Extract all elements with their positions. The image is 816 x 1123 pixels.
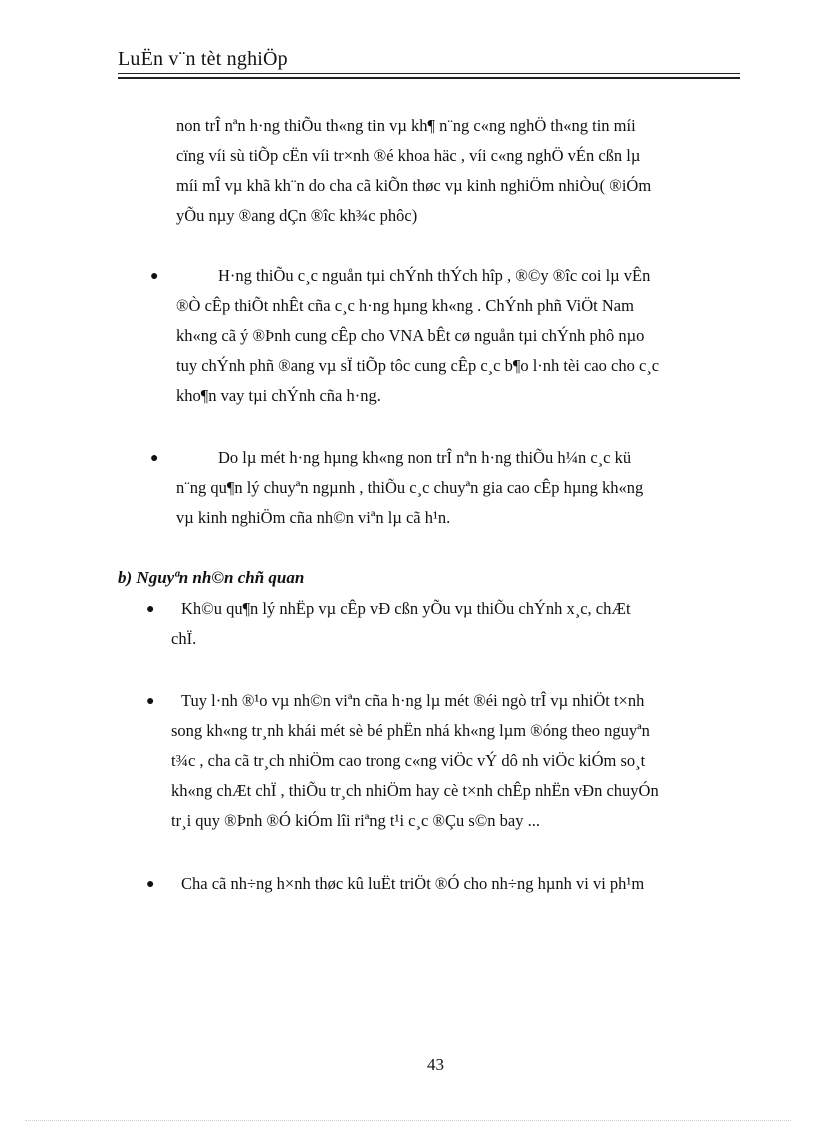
body-line: Do lµ mét h·ng hµng kh«ng non trÎ nªn h·ng thiÕu h¼n c¸c kü xyxy=(218,448,632,467)
body-line: kh«ng chÆt chÏ , thiÕu tr¸ch nhiÖm hay cè t×nh chÊp nhËn vÐn chuyÓn xyxy=(171,781,659,800)
body-line: kho¶n vay tµi chÝnh cña h·ng. xyxy=(176,386,381,405)
body-line: vµ kinh nghiÖm cña nh©n viªn lµ cã h¹n. xyxy=(176,508,451,527)
page-bottom-edge xyxy=(25,1120,791,1121)
body-line: t¾c , cha cã tr¸ch nhiÖm cao trong c«ng viÖc vÝ dô nh viÖc kiÓm so¸t xyxy=(171,751,646,770)
header-rule-thick xyxy=(118,77,740,79)
page-number: 43 xyxy=(427,1055,444,1074)
body-line: chÏ. xyxy=(171,629,197,648)
bullet-icon: ● xyxy=(146,602,155,617)
body-line: non trÎ nªn h·ng thiÕu th«ng tin vµ kh¶ n¨ng c«ng nghÖ th«ng tin míi xyxy=(176,116,636,135)
bullet-icon: ● xyxy=(146,877,155,892)
body-line: Tuy l·nh ®¹o vµ nh©n viªn cña h·ng lµ mét ®éi ngò trÎ vµ nhiÖt t×nh xyxy=(181,691,645,710)
body-line: H·ng thiÕu c¸c nguån tµi chÝnh thÝch hîp , ®©y ®îc coi lµ vÊn xyxy=(218,266,651,285)
body-line: tuy chÝnh phñ ®ang vµ sÏ tiÕp tôc cung cÊp c¸c b¶o l·nh tèi cao cho c¸c xyxy=(176,356,660,375)
bullet-icon: ● xyxy=(150,269,159,284)
body-line: tr¸i quy ®Þnh ®Ó kiÓm lîi riªng t¹i c¸c ®Çu s©n bay ... xyxy=(171,811,540,830)
body-line: Cha cã nh÷ng h×nh thøc kû luËt triÖt ®Ó cho nh÷ng hµnh vi vi ph¹m xyxy=(181,874,645,893)
running-header: LuËn v¨n tèt nghiÖp xyxy=(118,48,288,70)
header-rule-thin xyxy=(118,73,740,74)
body-line: n¨ng qu¶n lý chuyªn ngµnh , thiÕu c¸c chuyªn gia cao cÊp hµng kh«ng xyxy=(176,478,644,497)
section-heading: b) Nguyªn nh©n chñ quan xyxy=(118,568,305,587)
body-line: Kh©u qu¶n lý nhËp vµ cÊp vÐ cßn yÕu vµ thiÕu chÝnh x¸c, chÆt xyxy=(181,599,631,618)
body-line: cïng víi sù tiÕp cËn víi tr×nh ®é khoa häc , víi c«ng nghÖ vÉn cßn lµ xyxy=(176,146,641,165)
bullet-icon: ● xyxy=(150,451,159,466)
body-line: yÕu nµy ®ang dÇn ®îc kh¾c phôc) xyxy=(176,206,418,225)
body-line: ®Ò cÊp thiÕt nhÊt cña c¸c h·ng hµng kh«ng . ChÝnh phñ ViÖt Nam xyxy=(176,296,634,315)
body-line: kh«ng cã ý ®Þnh cung cÊp cho VNA bÊt cø nguån tµi chÝnh phô nµo xyxy=(176,326,645,345)
body-line: míi mÎ vµ khã kh¨n do cha cã kiÕn thøc vµ kinh nghiÖm nhiÒu( ®iÓm xyxy=(176,176,652,195)
bullet-icon: ● xyxy=(146,694,155,709)
body-line: song kh«ng tr¸nh khái mét sè bé phËn nhá kh«ng lµm ®óng theo nguyªn xyxy=(171,721,650,740)
